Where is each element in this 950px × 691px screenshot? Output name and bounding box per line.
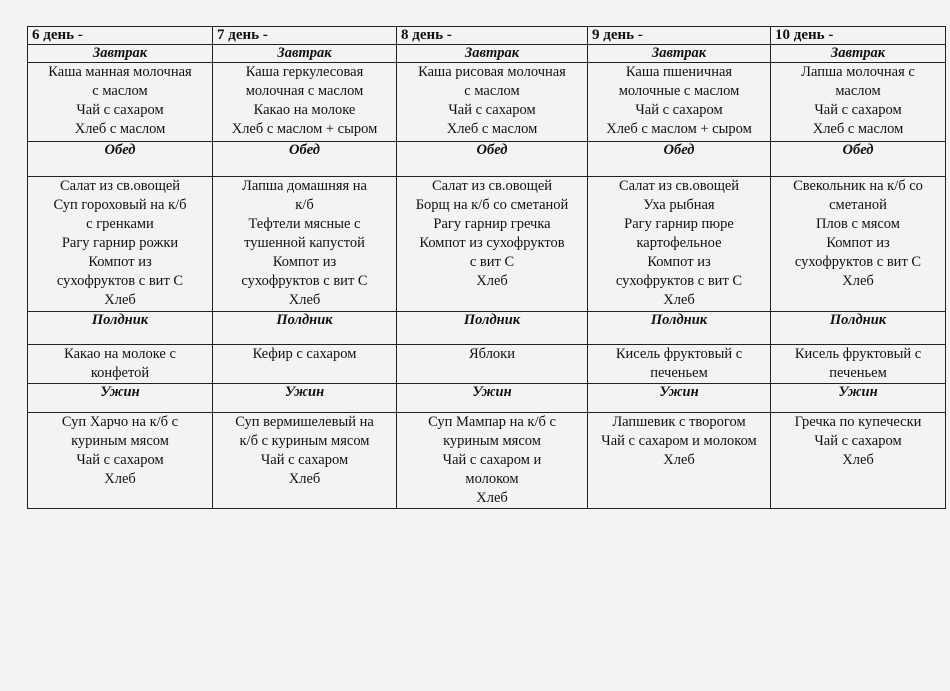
- menu-item-line: Чай с сахаром: [76, 452, 164, 468]
- lunch-cell: [397, 177, 588, 312]
- meal-header-lunch: Обед: [213, 142, 397, 177]
- snack-cell: [213, 345, 397, 384]
- breakfast-row: [28, 63, 946, 142]
- breakfast-cell: [213, 63, 397, 142]
- menu-item-line: Каша манная молочная: [48, 64, 192, 80]
- menu-item-line: Суп Мампар на к/б с: [428, 414, 556, 430]
- menu-item-line: Рагу гарнир гречка: [433, 216, 551, 232]
- menu-item-line: Чай с сахаром и: [442, 452, 542, 468]
- menu-item-line: конфетой: [90, 365, 150, 381]
- menu-item-line: Лапша домашняя на: [241, 178, 367, 194]
- menu-item-line: Тефтели мясные с: [248, 216, 361, 232]
- lunch-cell: [213, 177, 397, 312]
- menu-item-line: Хлеб: [476, 273, 508, 289]
- menu-item-line: Рагу гарнир пюре: [624, 216, 734, 232]
- menu-item-line: сухофруктов с вит С: [241, 273, 368, 289]
- menu-item-line: Каша геркулесовая: [245, 64, 364, 80]
- breakfast-cell: [588, 63, 771, 142]
- day-header-row: [28, 27, 946, 45]
- day-header: 9 день -: [588, 27, 771, 45]
- snack-cell: [588, 345, 771, 384]
- menu-item-line: к/б с куриным мясом: [239, 433, 370, 449]
- menu-item-line: Салат из св.овощей: [431, 178, 553, 194]
- menu-item-line: Хлеб: [104, 292, 136, 308]
- meal-header-snack: Полдник: [213, 312, 397, 345]
- dinner-cell: [28, 413, 213, 509]
- snack-cell: [397, 345, 588, 384]
- menu-item-line: Рагу гарнир рожки: [61, 235, 179, 251]
- meal-header-dinner: Ужин: [28, 384, 213, 413]
- meal-header-lunch: Обед: [397, 142, 588, 177]
- meal-header-lunch: Обед: [771, 142, 946, 177]
- menu-item-line: молочные с маслом: [618, 83, 740, 99]
- menu-item-line: Кисель фруктовый с: [794, 346, 922, 362]
- dinner-cell: [588, 413, 771, 509]
- menu-item-line: Хлеб: [104, 471, 136, 487]
- lunch-cell: [28, 177, 213, 312]
- menu-item-line: Каша рисовая молочная: [418, 64, 566, 80]
- meal-header-snack: Полдник: [397, 312, 588, 345]
- lunch-row: [28, 177, 946, 312]
- menu-item-line: сухофруктов с вит С: [56, 273, 184, 289]
- breakfast-cell: [771, 63, 946, 142]
- menu-item-line: Хлеб с маслом: [74, 121, 166, 137]
- menu-item-line: Хлеб: [288, 292, 321, 308]
- menu-item-line: Хлеб: [288, 471, 321, 487]
- menu-item-line: Компот из: [88, 254, 152, 270]
- menu-item-line: Салат из св.овощей: [618, 178, 740, 194]
- dinner-cell: [771, 413, 946, 509]
- menu-item-line: Хлеб: [842, 452, 874, 468]
- menu-item-line: сухофруктов с вит С: [794, 254, 922, 270]
- menu-item-line: Лапша молочная с: [801, 64, 915, 80]
- dinner-cell: [213, 413, 397, 509]
- menu-item-line: тушенной капустой: [244, 235, 365, 251]
- menu-item-line: с маслом: [92, 83, 148, 99]
- menu-item-line: Хлеб: [663, 292, 695, 308]
- dinner-row: [28, 413, 946, 509]
- snack-row: [28, 345, 946, 384]
- lunch-cell: [771, 177, 946, 312]
- menu-table: [27, 26, 946, 509]
- meal-header-breakfast: Завтрак: [28, 45, 213, 63]
- menu-item-line: Плов с мясом: [816, 216, 900, 232]
- menu-item-line: Суп Харчо на к/б с: [61, 414, 179, 430]
- breakfast-cell: [28, 63, 213, 142]
- day-header: 6 день -: [28, 27, 213, 45]
- meal-header-dinner: Ужин: [588, 384, 771, 413]
- dinner-cell: [397, 413, 588, 509]
- menu-item-line: Какао на молоке: [253, 102, 356, 118]
- menu-item-line: с маслом: [464, 83, 520, 99]
- meal-header-snack: Полдник: [588, 312, 771, 345]
- menu-item-line: Компот из сухофруктов: [419, 235, 565, 251]
- menu-item-line: Чай с сахаром: [814, 102, 902, 118]
- breakfast-header-row: [28, 45, 946, 63]
- menu-item-line: Чай с сахаром: [260, 452, 349, 468]
- menu-item-line: молочная с маслом: [245, 83, 364, 99]
- menu-item-line: с вит С: [469, 254, 515, 270]
- menu-item-line: Гречка по купечески: [794, 414, 922, 430]
- menu-item-line: Чай с сахаром: [814, 433, 902, 449]
- menu-item-line: Уха рыбная: [643, 197, 715, 213]
- menu-item-line: Чай с сахаром: [635, 102, 723, 118]
- menu-item-line: Чай с сахаром и молоком: [601, 433, 757, 449]
- menu-item-line: куриным мясом: [443, 433, 541, 449]
- menu-item-line: Салат из св.овощей: [59, 178, 181, 194]
- meal-header-dinner: Ужин: [771, 384, 946, 413]
- menu-item-line: Суп гороховый на к/б: [53, 197, 187, 213]
- menu-item-line: к/б: [295, 197, 314, 213]
- menu-item-line: маслом: [835, 83, 881, 99]
- menu-item-line: Кефир с сахаром: [252, 346, 357, 362]
- meal-header-breakfast: Завтрак: [771, 45, 946, 63]
- menu-item-line: печеньем: [829, 365, 887, 381]
- menu-item-line: печеньем: [650, 365, 708, 381]
- day-header: 10 день -: [771, 27, 946, 45]
- menu-item-line: Каша пшеничная: [625, 64, 733, 80]
- menu-item-line: куриным мясом: [71, 433, 169, 449]
- menu-item-line: сметаной: [829, 197, 887, 213]
- snack-header-row: [28, 312, 946, 345]
- menu-item-line: Хлеб с маслом + сыром: [231, 121, 378, 137]
- snack-cell: [28, 345, 213, 384]
- menu-item-line: с гренками: [86, 216, 154, 232]
- menu-item-line: Компот из: [826, 235, 890, 251]
- meal-header-lunch: Обед: [28, 142, 213, 177]
- meal-header-snack: Полдник: [771, 312, 946, 345]
- menu-item-line: Чай с сахаром: [76, 102, 164, 118]
- breakfast-cell: [397, 63, 588, 142]
- menu-item-line: Хлеб с маслом: [812, 121, 904, 137]
- menu-item-line: сухофруктов с вит С: [615, 273, 743, 289]
- menu-item-line: Хлеб: [842, 273, 874, 289]
- lunch-cell: [588, 177, 771, 312]
- menu-item-line: Компот из: [272, 254, 337, 270]
- meal-header-breakfast: Завтрак: [588, 45, 771, 63]
- menu-item-line: Какао на молоке с: [64, 346, 176, 362]
- meal-header-breakfast: Завтрак: [213, 45, 397, 63]
- dinner-header-row: [28, 384, 946, 413]
- meal-header-dinner: Ужин: [213, 384, 397, 413]
- menu-item-line: Хлеб: [476, 490, 508, 506]
- menu-item-line: Хлеб: [663, 452, 695, 468]
- meal-header-breakfast: Завтрак: [397, 45, 588, 63]
- menu-item-line: Хлеб с маслом: [446, 121, 538, 137]
- menu-item-line: Суп вермишелевый на: [235, 414, 374, 430]
- menu-item-line: Кисель фруктовый с: [615, 346, 743, 362]
- menu-item-line: Хлеб с маслом + сыром: [606, 121, 752, 137]
- menu-item-line: Лапшевик с творогом: [612, 414, 746, 430]
- menu-item-line: молоком: [465, 471, 519, 487]
- meal-header-snack: Полдник: [28, 312, 213, 345]
- lunch-header-row: [28, 142, 946, 177]
- menu-item-line: Компот из: [647, 254, 711, 270]
- day-header: 8 день -: [397, 27, 588, 45]
- meal-header-lunch: Обед: [588, 142, 771, 177]
- menu-item-line: Свекольник на к/б со: [793, 178, 923, 194]
- menu-item-line: Чай с сахаром: [448, 102, 536, 118]
- meal-header-dinner: Ужин: [397, 384, 588, 413]
- menu-item-line: Борщ на к/б со сметаной: [415, 197, 569, 213]
- menu-item-line: Яблоки: [469, 346, 515, 362]
- menu-item-line: картофельное: [636, 235, 722, 251]
- day-header: 7 день -: [213, 27, 397, 45]
- snack-cell: [771, 345, 946, 384]
